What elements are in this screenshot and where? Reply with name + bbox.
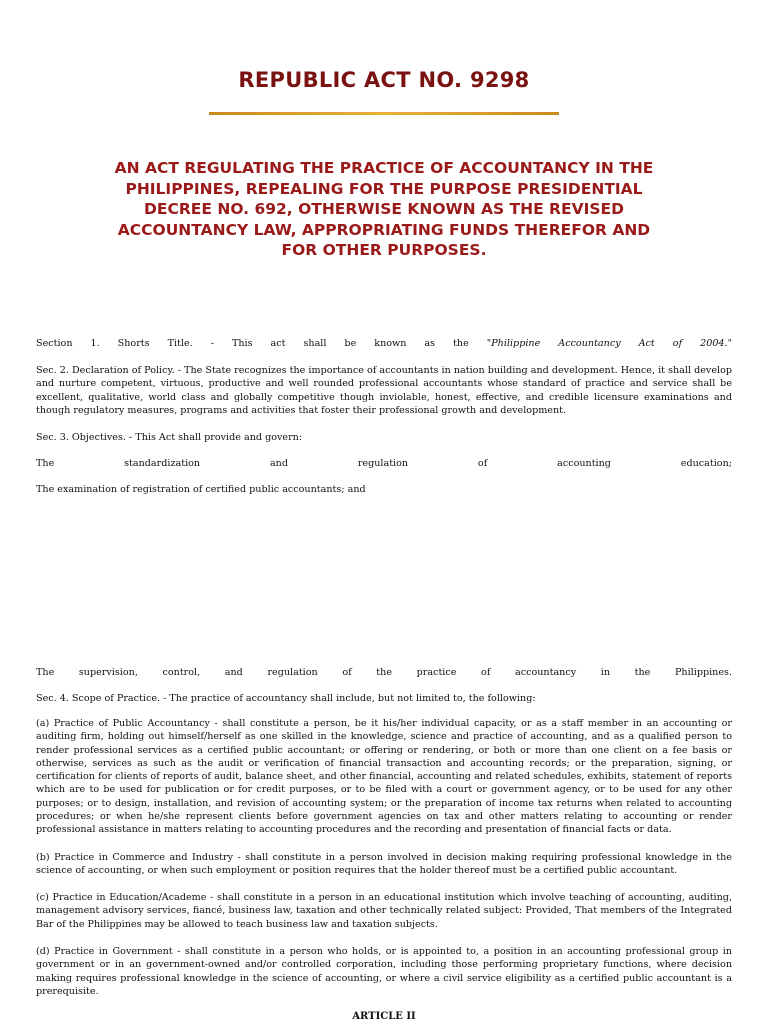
paragraph-b: (b) Practice in Commerce and Industry - shall constitute in a person involved in decision making requiring professional knowledge in the science of accounting, or when such employment or position requires that the holder thereof must be a certified public accountant.	[36, 852, 732, 877]
section-2: Sec. 2. Declaration of Policy. - The State recognizes the importance of accountants in nation building and development. Hence, it shall develop and nurture competent, virtuous, productive and well rounded professional accountants whose standard of practice and service shall be excellent, qualitative, world class and globally competitive though inviolable, honest, effective, and credible licensure examinations and though regulatory measures, programs and activities that foster their professional growth and development.	[36, 365, 732, 416]
article-heading: ARTICLE II	[352, 1011, 416, 1022]
paragraph-c: (c) Practice in Education/Academe - shall constitute in a person in an educational institution which involve teaching of accounting, auditing, management advisory services, fiancé, business law, taxation and other technically related subject: Provided, That members of the Integrated Bar of the Philippines may be allowed to teach business law and taxation subjects.	[36, 892, 732, 930]
document-title: REPUBLIC ACT NO. 9298	[238, 68, 530, 92]
document-subtitle: AN ACT REGULATING THE PRACTICE OF ACCOUNTANCY IN THE PHILIPPINES, REPEALING FOR THE PURPOSE PRESIDENTIAL DECREE NO. 692, OTHERWISE KNOWN AS THE REVISED ACCOUNTANCY LAW, APPROPRIATING FUNDS THEREFOR AND FOR OTHER PURPOSES.	[114, 159, 654, 259]
section-3: Sec. 3. Objectives. - This Act shall provide and govern:	[36, 432, 303, 443]
title-divider	[209, 112, 559, 115]
objective-2: The examination of registration of certified public accountants; and	[36, 484, 366, 495]
section-1-quote: "Philippine Accountancy Act of 2004."	[486, 338, 732, 349]
objective-1: The standardization and regulation of accounting education;	[36, 458, 732, 469]
paragraph-a: (a) Practice of Public Accountancy - shall constitute a person, be it his/her individual capacity, or as a staff member in an accounting or auditing firm, holding out himself/herself as one skilled in the knowledge, science and practice of accounting, and as a qualified person to render professional services as a certified public accountant; or offering or rendering, or both or more than one client on a fee basis or otherwise, services as such as the audit or verification of financial transaction and accounting records; or the preparation, signing, or certification for clients of reports of audit, balance sheet, and other financial, accounting and related schedules, exhibits, statement of reports which are to be used for publication or for credit purposes, or to be filed with a court or government agency, or to be used for any other purposes; or to design, installation, and revision of accounting system; or the preparation of income tax returns when related to accounting procedures; or when he/she represent clients before government agencies on tax and other matters relating to accounting or render professional assistance in matters relating to accounting procedures and the recording and presentation of financial facts or data.	[36, 718, 732, 836]
objective-3: The supervision, control, and regulation of the practice of accountancy in the Philippines.	[36, 667, 732, 678]
section-1-text: Section 1. Shorts Title. - This act shall be known as the	[36, 338, 487, 349]
section-1	[36, 337, 732, 350]
paragraph-d: (d) Practice in Government - shall constitute in a person who holds, or is appointed to, a position in an accounting professional group in government or in an government-owned and/or controlled corporation, including those performing proprietary functions, where decision making requires professional knowledge in the science of accounting, or where a civil service eligibility as a certified public accountant is a prerequisite.	[36, 946, 732, 997]
section-4: Sec. 4. Scope of Practice. - The practice of accountancy shall include, but not limited to, the following:	[36, 693, 536, 704]
